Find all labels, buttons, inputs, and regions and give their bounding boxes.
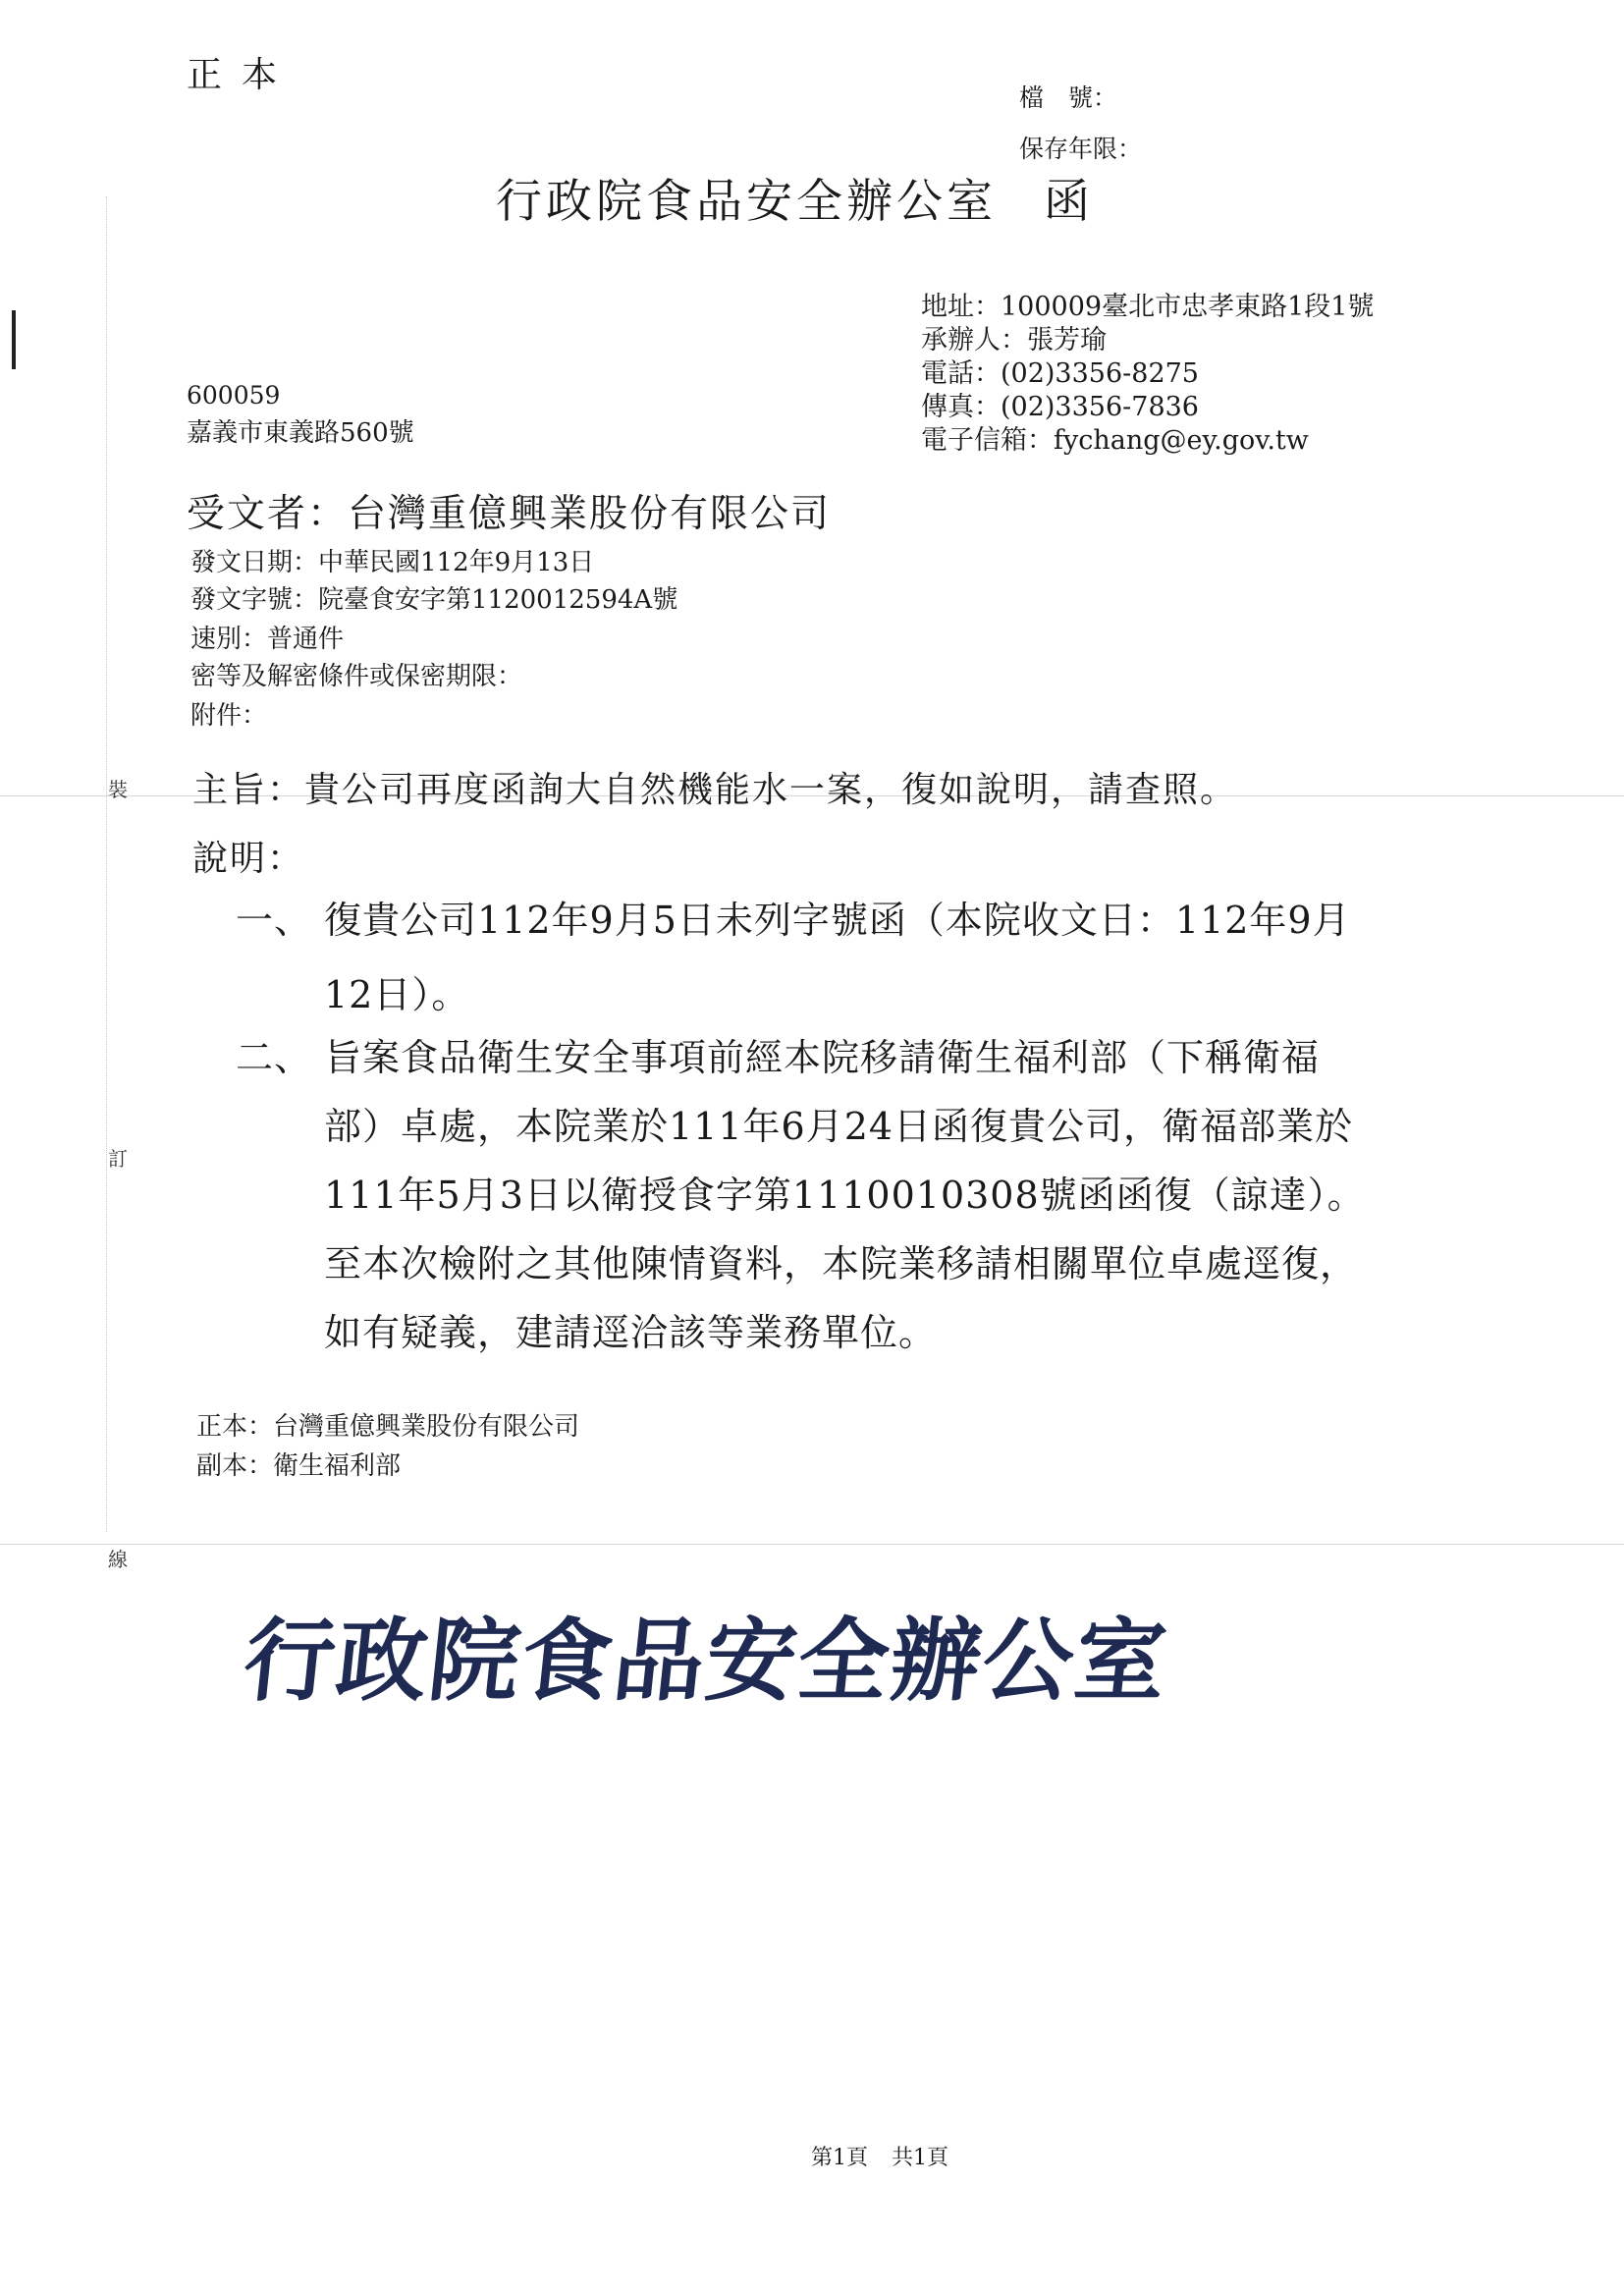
official-seal-stamp: 行政院食品安全辦公室 [239,1609,1173,1714]
item-line: 12日）。 [324,973,470,1016]
copy-type-mark: 正本 [187,55,298,95]
binding-mark: 線 [108,1548,128,1571]
page-total: 共1頁 [892,2146,948,2170]
item-line: 如有疑義，建請逕洽該等業務單位。 [324,1311,938,1354]
fold-line-lower [0,1544,1624,1545]
item-line: 旨案食品衛生安全事項前經本院移請衛生福利部（下稱衛福 [324,1036,1321,1079]
agency-name: 行政院食品安全辦公室 [496,175,997,229]
explanation-label: 說明： [192,839,305,879]
page-number [811,2141,948,2171]
file-number-label: 檔 號： [1019,83,1118,112]
document-number: 發文字號：院臺食安字第1120012594A號 [190,585,678,615]
contact-fax: 傳真：(02)3356-7836 [921,392,1199,422]
mail-zip-code: 600059 [187,381,281,410]
security-level: 密等及解密條件或保密期限： [190,662,523,691]
contact-address: 地址：100009臺北市忠孝東路1段1號 [921,292,1375,322]
document-form: 函 [1044,175,1094,229]
distribution-original: 正本：台灣重億興業股份有限公司 [196,1412,580,1442]
recipient: 受文者：台灣重億興業股份有限公司 [187,492,832,536]
item-line: 111年5月3日以衛授食字第1110010308號函函復（諒達）。 [324,1174,1366,1217]
contact-handler: 承辦人：張芳瑜 [921,325,1107,355]
mail-address: 嘉義市東義路560號 [187,418,414,448]
contact-phone: 電話：(02)3356-8275 [921,358,1199,389]
binding-margin-line [106,196,107,1532]
issue-date: 發文日期：中華民國112年9月13日 [190,548,595,577]
document-title [496,165,1094,231]
retention-period-label: 保存年限： [1019,135,1143,163]
item-line: 部）卓處，本院業於111年6月24日函復貴公司，衛福部業於 [324,1105,1354,1148]
scan-mark [12,310,16,369]
page-current: 第1頁 [811,2146,868,2170]
contact-email: 電子信箱：fychang@ey.gov.tw [921,425,1309,456]
distribution-copy: 副本：衛生福利部 [196,1451,402,1481]
item-number: 二、 [236,1036,313,1079]
subject-line: 主旨：貴公司再度函詢大自然機能水一案，復如說明，請查照。 [192,770,1238,810]
item-number: 一、 [236,899,313,942]
binding-mark: 裝 [108,778,128,801]
item-line: 復貴公司112年9月5日未列字號函（本院收文日：112年9月 [324,899,1351,942]
attachment: 附件： [190,701,268,731]
item-line: 至本次檢附之其他陳情資料，本院業移請相關單位卓處逕復， [324,1242,1359,1285]
delivery-speed: 速別：普通件 [190,625,345,654]
binding-mark: 訂 [108,1147,128,1171]
